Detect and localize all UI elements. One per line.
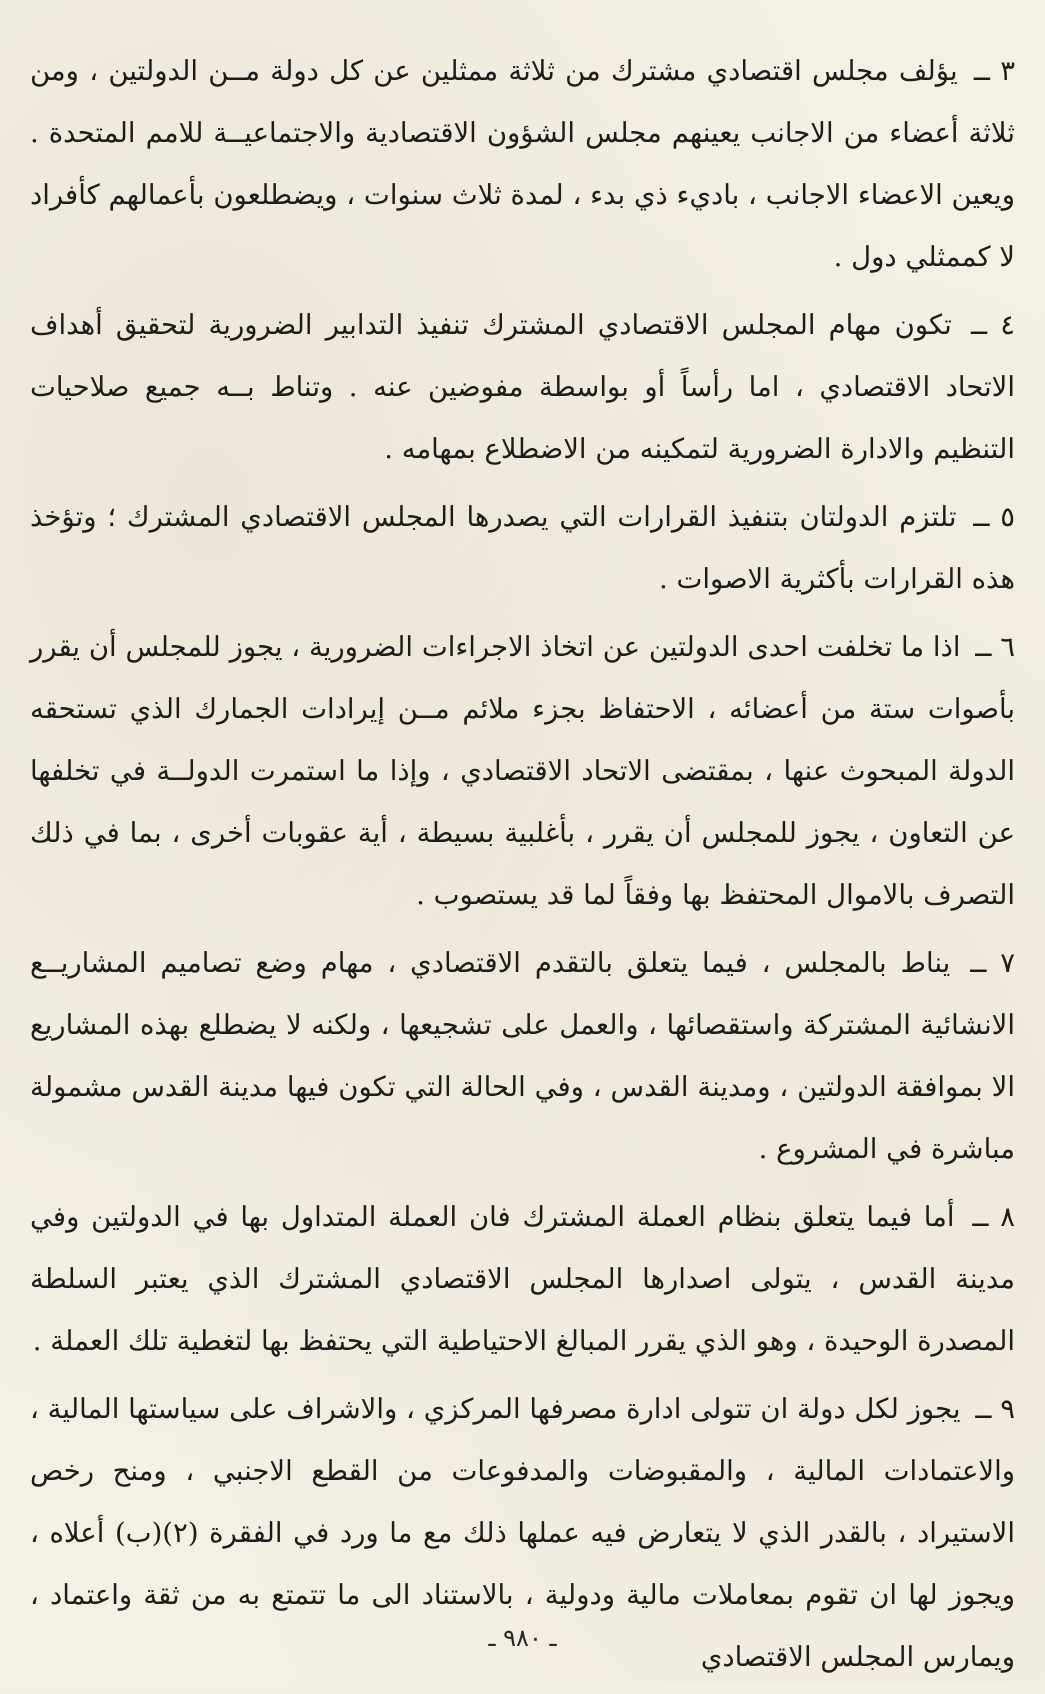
paragraph-5 (30, 486, 1015, 610)
paragraph-text: يجوز لكل دولة ان تتولى ادارة مصرفها المركزي ، والاشراف على سياستها المالية ، والاعتمادات المالية ، والمقبوضات والمدفوعات من القطع الاجنبي ، ومنح رخص الاستيراد ، بالقدر الذي لا يتعارض فيه عملها ذلك مع ما ورد في الفقرة (٢)(ب) أعلاه ، ويجوز لها ان تقوم بمعاملات مالية ودولية ، بالاستناد الى ما تتمتع به من ثقة واعتماد ، ويمارس المجلس الاقتصادي (30, 1393, 1015, 1673)
paragraph-number: ٨ ــ (972, 1201, 1016, 1233)
paragraph-text: يؤلف مجلس اقتصادي مشترك من ثلاثة ممثلين عن كل دولة مــن الدولتين ، ومن ثلاثة أعضاء من الاجانب يعينهم مجلس الشؤون الاقتصادية والاجتماعيــة للامم المتحدة . ويعين الاعضاء الاجانب ، باديء ذي بدء ، لمدة ثلاث سنوات ، ويضطلعون بأعمالهم كأفراد لا كممثلي دول . (30, 55, 1015, 273)
paragraph-3 (30, 40, 1015, 288)
paragraph-4 (30, 294, 1015, 480)
page-number: ـ ٩٨٠ ـ (488, 1624, 557, 1652)
paragraph-number: ٣ ــ (973, 55, 1015, 87)
paragraph-6 (30, 616, 1015, 926)
paragraph-8 (30, 1186, 1015, 1372)
paragraph-number: ٩ ــ (975, 1393, 1015, 1425)
body-text (30, 40, 1015, 1694)
paragraph-text: أما فيما يتعلق بنظام العملة المشترك فان العملة المتداول بها في الدولتين وفي مدينة القدس ، يتولى اصدارها المجلس الاقتصادي المشترك الذي يعتبر السلطة المصدرة الوحيدة ، وهو الذي يقرر المبالغ الاحتياطية التي يحتفظ بها لتغطية تلك العملة . (30, 1201, 1015, 1357)
paragraph-7 (30, 932, 1015, 1180)
paragraph-text: تلتزم الدولتان بتنفيذ القرارات التي يصدرها المجلس الاقتصادي المشترك ؛ وتؤخذ هذه القرارات بأكثرية الاصوات . (30, 501, 1015, 595)
paragraph-number: ٥ ــ (973, 501, 1015, 533)
paragraph-number: ٦ ــ (975, 631, 1016, 663)
paragraph-text: تكون مهام المجلس الاقتصادي المشترك تنفيذ التدابير الضرورية لتحقيق أهداف الاتحاد الاقتصادي ، اما رأساً أو بواسطة مفوضين عنه . وتناط بــه جميع صلاحيات التنظيم والادارة الضرورية لتمكينه من الاضطلاع بمهامه . (30, 309, 1015, 465)
paragraph-text: اذا ما تخلفت احدى الدولتين عن اتخاذ الاجراءات الضرورية ، يجوز للمجلس أن يقرر بأصوات ستة من أعضائه ، الاحتفاظ بجزء ملائم مــن إيرادات الجمارك الذي تستحقه الدولة المبحوث عنها ، بمقتضى الاتحاد الاقتصادي ، وإذا ما استمرت الدولــة في تخلفها عن التعاون ، يجوز للمجلس أن يقرر ، بأغلبية بسيطة ، أية عقوبات أخرى ، بما في ذلك التصرف بالاموال المحتفظ بها وفقاً لما قد يستصوب . (30, 631, 1015, 911)
paragraph-text: يناط بالمجلس ، فيما يتعلق بالتقدم الاقتصادي ، مهام وضع تصاميم المشاريــع الانشائية المشتركة واستقصائها ، والعمل على تشجيعها ، ولكنه لا يضطلع بهذه المشاريع الا بموافقة الدولتين ، ومدينة القدس ، وفي الحالة التي تكون فيها مدينة القدس مشمولة مباشرة في المشروع . (30, 947, 1015, 1165)
paragraph-number: ٤ ــ (970, 309, 1015, 341)
paragraph-number: ٧ ــ (970, 947, 1015, 979)
